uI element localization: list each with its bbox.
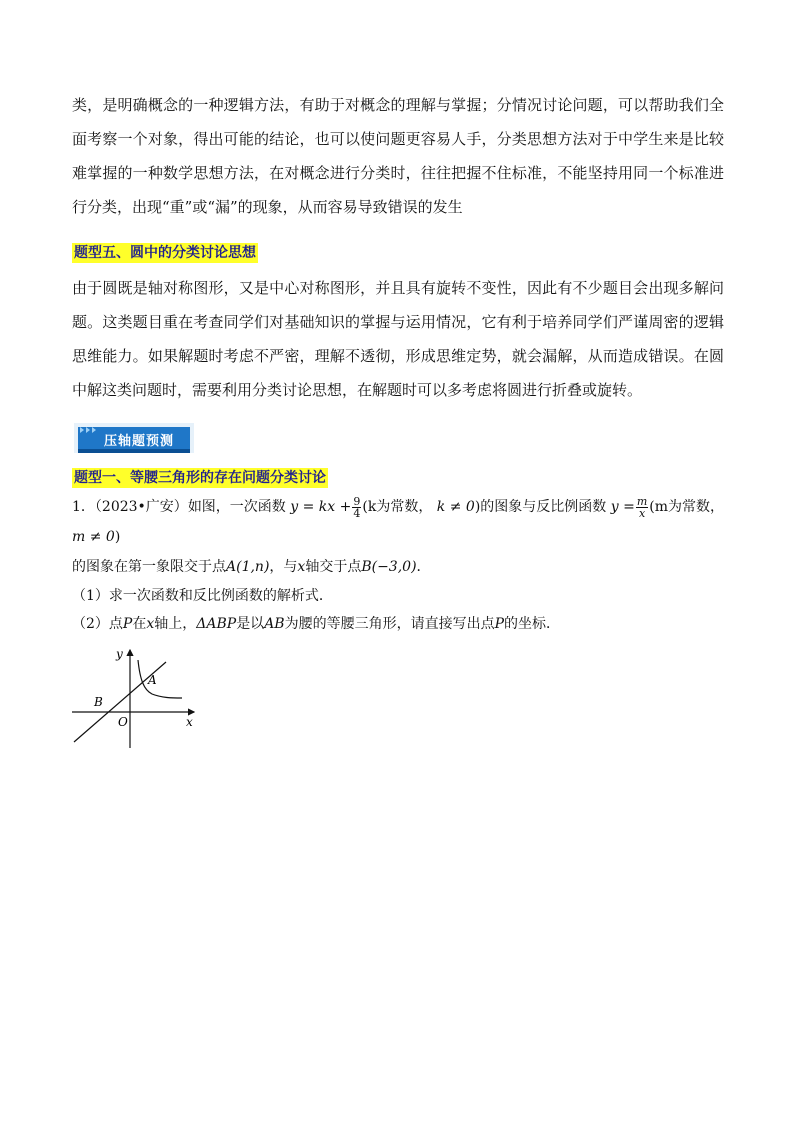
inverse-function-lhs: y =: [610, 499, 635, 515]
label-x: x: [186, 715, 193, 729]
sub2-text-d: 是以: [236, 616, 265, 632]
intro-paragraph: 类，是明确概念的一种逻辑方法，有助于对概念的理解与掌握；分情况讨论问题，可以帮助我们全面考察一个对象，得出可能的结论，也可以使问题更容易人手，分类思想方法对于中学生来是比较难掌握的一种数学思想方法，在对概念进行分类时，往往把握不住标准，不能坚持用同一个标准进行分类，出现“重”或“漏”的现象，从而容易导致错误的发生: [72, 96, 724, 216]
label-b: B: [94, 695, 103, 709]
question-line-2: [72, 552, 724, 582]
type1-heading-wrap: [72, 467, 724, 488]
type5-heading: 题型五、圆中的分类讨论思想: [74, 245, 256, 261]
sub2-x-variable: x: [146, 616, 155, 632]
fraction-m-x: [636, 496, 648, 519]
document-page: [72, 88, 724, 750]
question-text-9: ．: [416, 559, 431, 575]
fraction-denominator: x: [638, 506, 646, 520]
sub2-text-f: 的坐标．: [504, 616, 561, 632]
sub2-text-a: （2）点: [72, 616, 123, 632]
hyperbola-curve: [138, 660, 182, 698]
question-source: （2023•广安）: [94, 499, 188, 515]
question-text-1: 如图，一次函数: [187, 499, 286, 515]
question-text-2: (k为常数，: [362, 499, 433, 515]
question-text-7: ，与: [269, 559, 298, 575]
question-line-1: [72, 492, 724, 552]
sub2-point-p-2: P: [494, 616, 505, 632]
sub2-text-b: 在: [132, 616, 147, 632]
sub2-segment-ab: AB: [264, 616, 285, 632]
graph-svg: [72, 640, 202, 750]
question-number: 1．: [72, 499, 95, 515]
label-o: O: [118, 715, 128, 729]
section-banner: [74, 423, 194, 453]
fraction-numerator: m: [636, 494, 648, 508]
x-variable: x: [297, 559, 306, 575]
point-b: B(−3,0): [361, 559, 417, 575]
label-y: y: [116, 647, 123, 661]
question-text-5: ): [114, 529, 121, 545]
fraction-numerator: 9: [353, 494, 361, 508]
type5-paragraph: 由于圆既是轴对称图形，又是中心对称图形，并且具有旋转不变性，因此有不少题目会出现多解问题。这类题目重在考查同学们对基础知识的掌握与运用情况，它有利于培养同学们严谨周密的逻辑思维能力。如果解题时考虑不严密，理解不透彻，形成思维定势，就会漏解，从而造成错误。在圆中解这类问题时，需要利用分类讨论思想，在解题时可以多考虑将圆进行折叠或旋转。: [72, 279, 724, 399]
sub-question-1: （1）求一次函数和反比例函数的解析式．: [72, 588, 333, 604]
sub2-triangle: ΔABP: [196, 616, 237, 632]
fraction-denominator: 4: [353, 506, 361, 520]
question-text-6: 的图象在第一象限交于点: [72, 559, 226, 575]
banner-label: 压轴题预测: [104, 434, 175, 449]
type5-heading-wrap: [72, 242, 724, 263]
question-text-8: 轴交于点: [305, 559, 362, 575]
condition-m: m ≠ 0: [72, 529, 115, 545]
question-text-4: (m为常数，: [649, 499, 725, 515]
condition-k: k ≠ 0: [436, 499, 475, 515]
sub-question-2: [72, 610, 724, 638]
fraction-9-4: [352, 496, 361, 519]
label-a: A: [148, 673, 157, 687]
type1-heading: 题型一、等腰三角形的存在问题分类讨论: [74, 470, 326, 486]
question-text-3: )的图象与反比例函数: [474, 499, 607, 515]
sub2-text-c: 轴上，: [154, 616, 197, 632]
sub2-point-p: P: [122, 616, 133, 632]
function-graph: [72, 640, 202, 750]
sub2-text-e: 为腰的等腰三角形，请直接写出点: [284, 616, 495, 632]
linear-function-lhs: y = kx +: [290, 499, 352, 515]
point-a: A(1,n): [226, 559, 270, 575]
